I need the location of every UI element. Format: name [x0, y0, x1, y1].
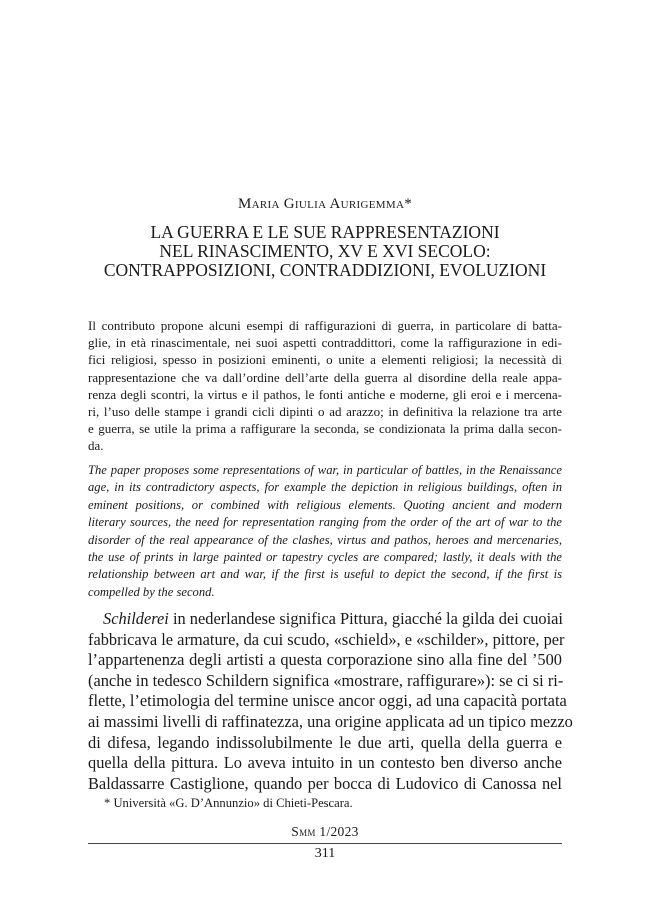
abstract-line: ri, l’uso delle stampe i grandi cicli dipinti o ad arazzo; in definitiva la relazione tra arte: [88, 404, 562, 420]
abstract-line: fici religiosi, spesso in posizioni eminenti, o unite a elementi religiosi; la necessità di: [88, 352, 562, 368]
title-line: CONTRAPPOSIZIONI, CONTRADDIZIONI, EVOLUZIONI: [103, 260, 547, 280]
footer-rule: [88, 843, 562, 844]
body-first-word: Schilderei: [103, 609, 169, 628]
abstract-line: literary sources, the need for representation ranging from the order of the art of war to the: [88, 515, 562, 530]
abstract-line: glie, in età rinascimentale, nei suoi aspetti contraddittori, come la raffigurazione in edi-: [88, 335, 562, 351]
abstract-line: disorder of the real appearance of the clashes, virtus and pathos, heroes and mercenaries,: [88, 532, 562, 547]
body-line: (anche in tedesco Schildern significa «mostrare, raffigurare»): se ci si ri-: [88, 670, 564, 690]
body-line: ai massimi livelli di raffinatezza, una origine applicata ad un tipico mezzo: [88, 711, 573, 731]
abstract-english: [88, 462, 562, 601]
body-text: [88, 609, 573, 794]
body-first-line: [88, 609, 562, 630]
abstract-line: Il contributo propone alcuni esempi di raffigurazioni di guerra, in particolare di batta-: [88, 318, 562, 333]
body-first-line-rest: in nederlandese significa Pittura, giacché la gilda dei cuoiai: [168, 609, 563, 628]
article-title: [60, 223, 590, 280]
abstract-italian: [88, 317, 562, 455]
body-line: di difesa, legando indissolubilmente le due arti, quella della guerra e: [88, 732, 562, 752]
abstract-line: the use of prints in large painted or tapestry cycles are compared; lastly, it deals with the: [88, 550, 562, 565]
body-line: fabbricava le armature, da cui scudo, «schield», e «schilder», pittore, per: [88, 629, 565, 649]
abstract-line: compelled by the second.: [88, 584, 215, 599]
abstract-line: rappresentazione che va dall’ordine dell’arte della guerra al disordine della reale appa-: [88, 369, 562, 385]
title-line: LA GUERRA E LE SUE RAPPRESENTAZIONI: [150, 222, 500, 242]
footnote: * Università «G. D’Annunzio» di Chieti-Pescara.: [104, 796, 353, 810]
page-number: 311: [314, 846, 336, 861]
abstract-line: e guerra, se utile la prima a raffigurare la seconda, se condizionata la prima dalla secon-: [88, 421, 562, 437]
abstract-line: relationship between art and war, if the first is useful to depict the second, if the first is: [88, 567, 562, 582]
body-line: l’appartenenza degli artisti a questa corporazione sino alla fine del ’500: [88, 650, 562, 670]
journal-name: Smm: [291, 824, 316, 839]
abstract-line: da.: [88, 438, 104, 454]
journal-reference: [0, 824, 650, 840]
title-line: NEL RINASCIMENTO, XV E XVI SECOLO:: [159, 241, 491, 261]
abstract-line: renza degli scontri, la virtus e il pathos, le fonti antiche e moderne, gli eroi e i mercena-: [88, 386, 562, 402]
body-line: quella della pittura. Lo aveva intuito in un contesto ben diverso anche: [88, 753, 562, 773]
journal-issue: 1/2023: [315, 824, 359, 839]
author-name: Maria Giulia Aurigemma*: [237, 196, 412, 212]
body-line: flette, l’etimologia del termine unisce ancor oggi, ad una capacità portata: [88, 691, 567, 711]
body-line: Baldassarre Castiglione, quando per bocca di Ludovico di Canossa nel: [88, 773, 562, 793]
abstract-line: age, in its contradictory aspects, for example the depiction in religious buildings, often in: [88, 480, 562, 495]
abstract-line: The paper proposes some representations of war, in particular of battles, in the Renaissance: [88, 463, 562, 477]
abstract-line: eminent positions, or combined with religious elements. Quoting ancient and modern: [88, 497, 562, 512]
